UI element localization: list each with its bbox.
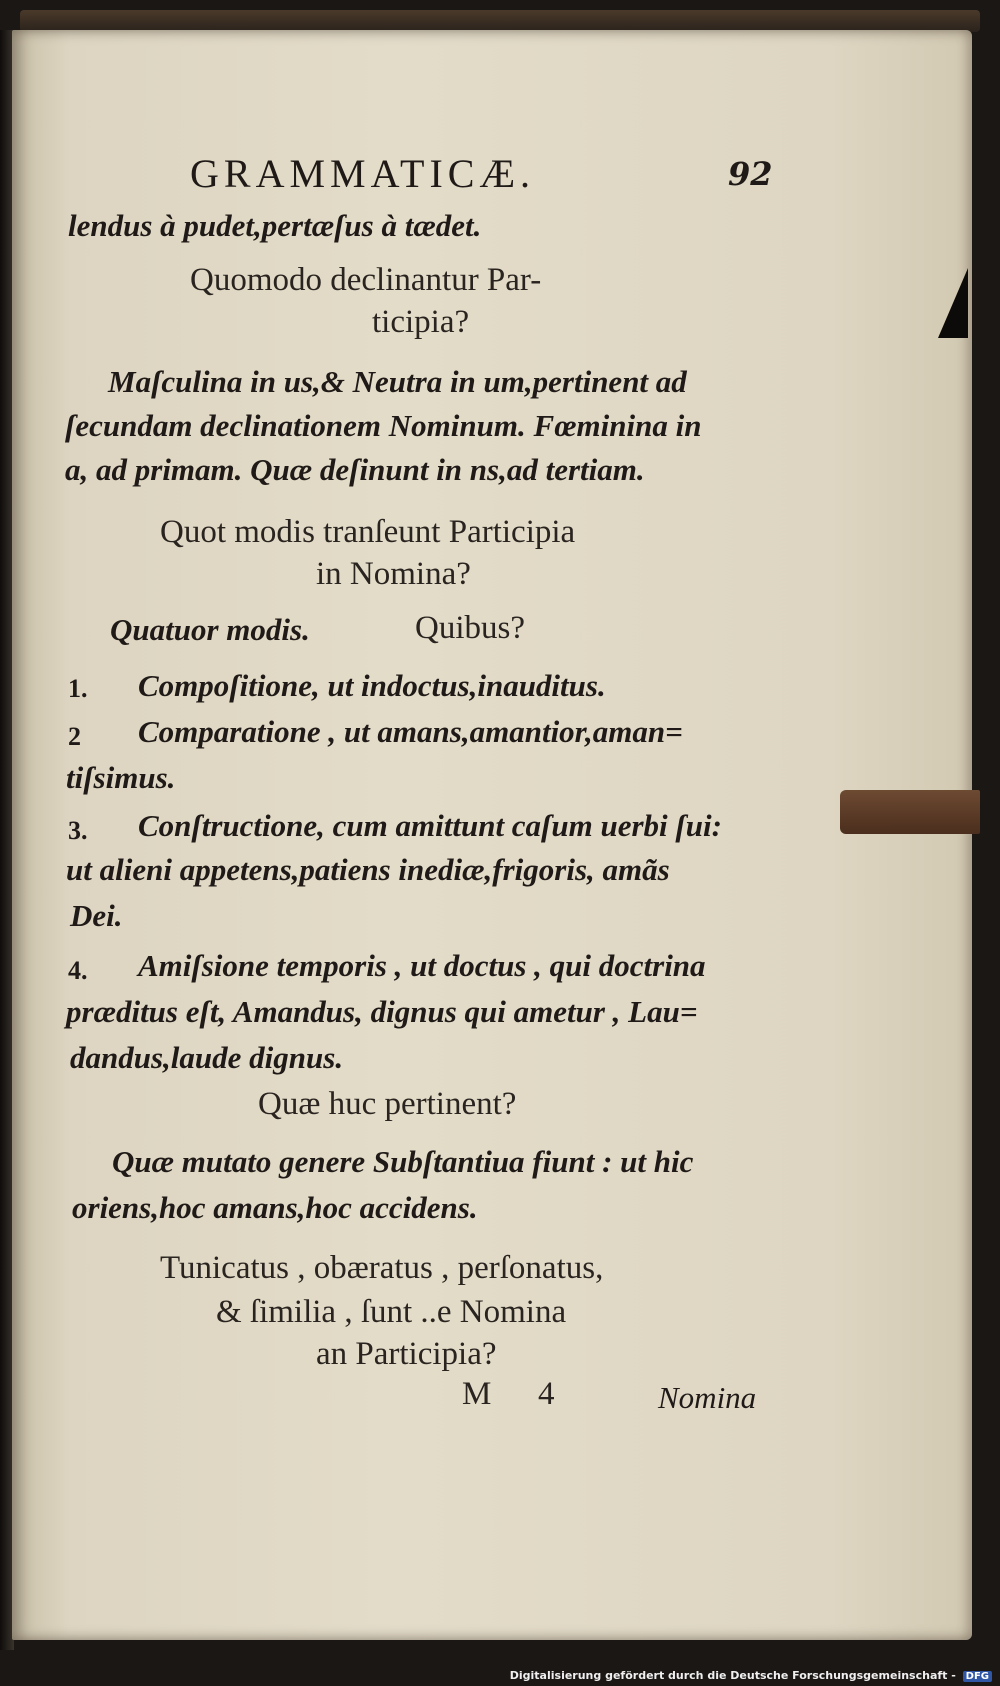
page-number: 92 bbox=[728, 155, 773, 193]
credit-text: Digitalisierung gefördert durch die Deutsche Forschungsgemeinschaft - bbox=[509, 1669, 956, 1682]
question-heading: Tunicatus , obæratus , perſonatus, bbox=[160, 1250, 604, 1286]
question-heading: Quæ huc pertinent? bbox=[258, 1086, 517, 1122]
list-item: præditus eſt, Amandus, dignus qui ametur , Lau= bbox=[66, 994, 698, 1029]
list-item: Amiſsione temporis , ut doctus , qui doctrina bbox=[138, 948, 706, 983]
list-item: Compoſitione, ut indoctus,inauditus. bbox=[138, 668, 606, 703]
text-line: Maſculina in us,& Neutra in um,pertinent ad bbox=[108, 364, 687, 399]
list-number: 2 bbox=[68, 722, 81, 751]
leather-tab bbox=[840, 790, 980, 834]
question-heading: Quomodo declinantur Par- bbox=[190, 262, 542, 298]
signature-number: 4 bbox=[538, 1376, 555, 1412]
signature-mark: M bbox=[462, 1376, 492, 1412]
list-item: Conſtructione, cum amittunt caſum uerbi ſui: bbox=[138, 808, 722, 843]
page-tab-upper bbox=[938, 268, 968, 338]
question-heading: ticipia? bbox=[372, 304, 470, 340]
list-number: 4. bbox=[68, 956, 88, 985]
list-item: Dei. bbox=[70, 898, 123, 933]
list-item: dandus,laude dignus. bbox=[70, 1040, 344, 1075]
question-heading: Quibus? bbox=[415, 610, 525, 646]
catchword: Nomina bbox=[658, 1380, 757, 1415]
list-number: 1. bbox=[68, 674, 88, 703]
question-heading: Quot modis tranſeunt Participia bbox=[160, 514, 576, 550]
list-item: Comparatione , ut amans,amantior,aman= bbox=[138, 714, 683, 749]
text-line: a, ad primam. Quæ deſinunt in ns,ad tertiam. bbox=[65, 452, 645, 487]
question-heading: in Nomina? bbox=[316, 556, 471, 592]
question-heading: & ſimilia , ſunt ..e Nomina bbox=[216, 1294, 567, 1330]
list-number: 3. bbox=[68, 816, 88, 845]
list-item: tiſsimus. bbox=[66, 760, 176, 795]
text-line: oriens,hoc amans,hoc accidens. bbox=[72, 1190, 478, 1225]
question-heading: an Participia? bbox=[316, 1336, 497, 1372]
text-line: Quæ mutato genere Subſtantiua fiunt : ut hic bbox=[112, 1144, 694, 1179]
text-line: lendus à pudet,pertæſus à tædet. bbox=[68, 208, 482, 243]
list-item: ut alieni appetens,patiens inediæ,frigoris, amãs bbox=[66, 852, 670, 887]
text-line: Quatuor modis. bbox=[110, 612, 310, 647]
running-title: GRAMMATICÆ. bbox=[190, 151, 536, 196]
text-line: ſecundam declinationem Nominum. Fœminina in bbox=[65, 408, 702, 443]
dfg-logo: DFG bbox=[963, 1671, 992, 1682]
book-top-edge bbox=[20, 10, 980, 32]
digitization-credit bbox=[510, 1669, 992, 1682]
